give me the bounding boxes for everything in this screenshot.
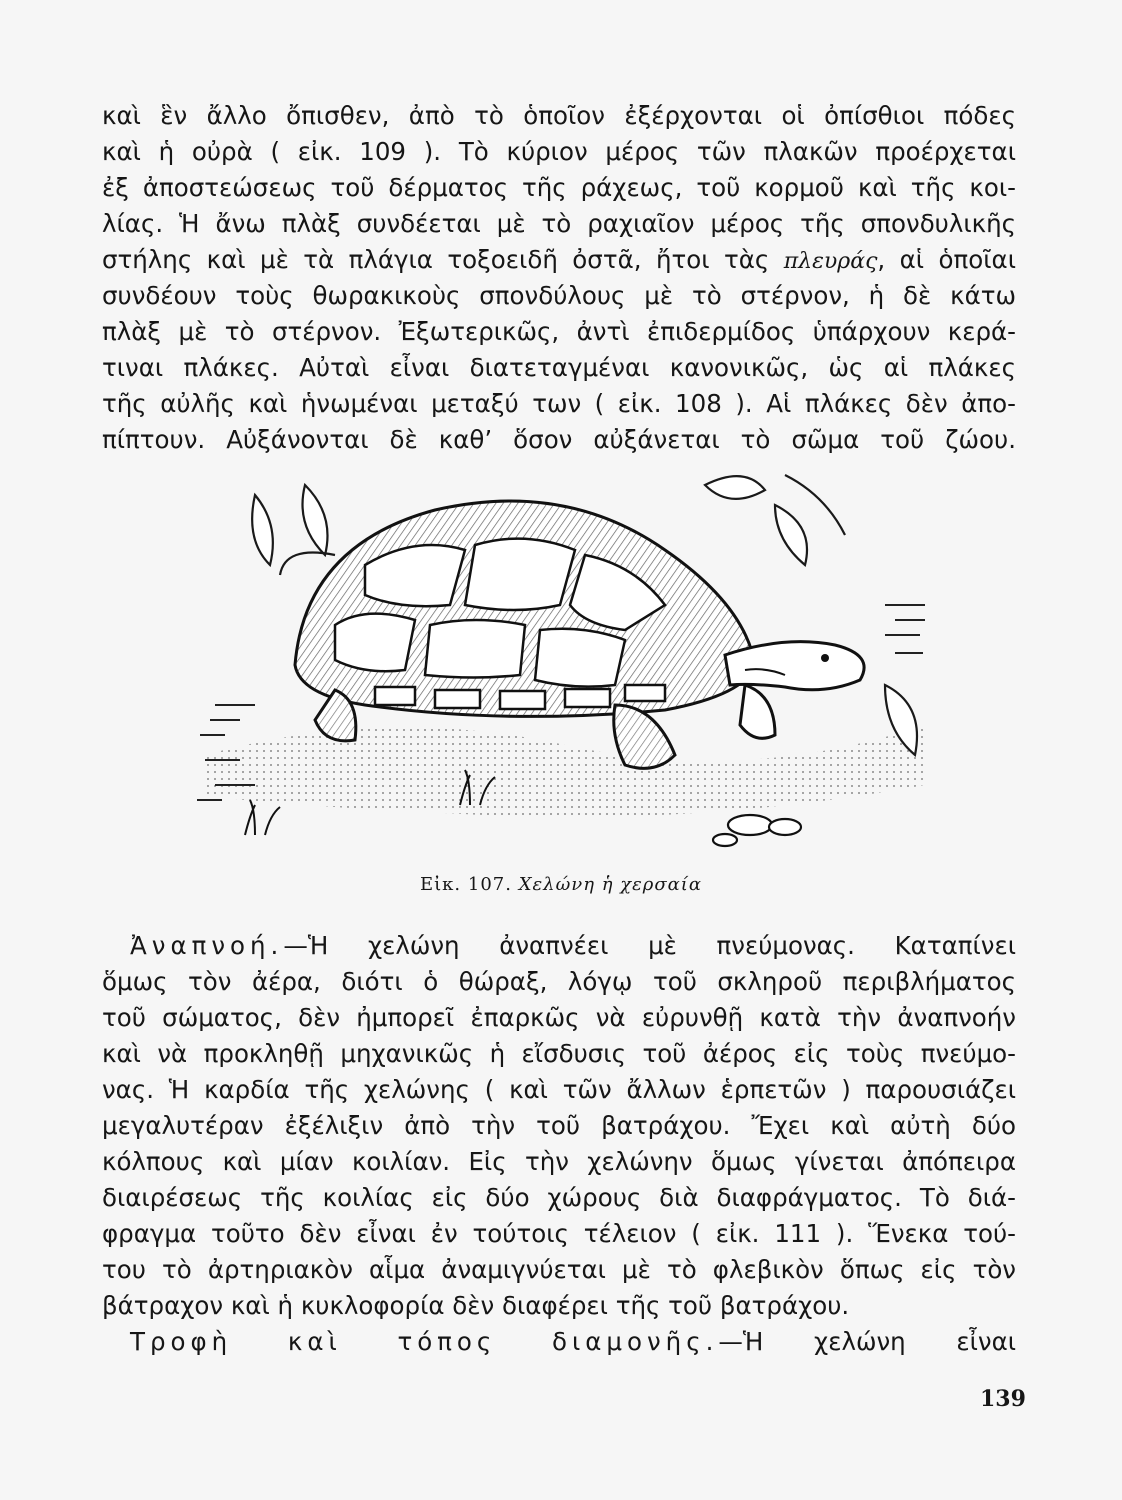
page-number: 139 [980,1386,1026,1412]
text-line: καὶ ἡ οὐρὰ ( εἰκ. 109 ). Τὸ κύριον μέρος τῶν πλακῶν προέρχεται [102,137,1016,166]
tortoise-icon [185,455,945,865]
tortoise-figure [185,455,945,865]
text-line: πλὰξ μὲ τὸ στέρνον. Ἐξωτερικῶς, ἀντὶ ἐπιδερμίδος ὑπάρχουν κερά- [102,317,1016,346]
text-line: τιναι πλάκες. Αὐταὶ εἶναι διατεταγμέναι κανονικῶς, ὡς αἱ πλάκες [102,353,1016,382]
text-line: φραγμα τοῦτο δὲν εἶναι ἐν τούτοις τέλειον ( εἰκ. 111 ). Ἕνεκα τού- [102,1219,1016,1248]
text-line: διαιρέσεως τῆς κοιλίας εἰς δύο χώρους διὰ διαφράγματος. Τὸ διά- [102,1183,1016,1212]
text-line [130,1326,1016,1358]
text-line: κόλπους καὶ μίαν κοιλίαν. Εἰς τὴν χελώνην ὅμως γίνεται ἀπόπειρα [102,1147,1016,1176]
text-line: ἐξ ἀποστεώσεως τοῦ δέρματος τῆς ράχεως, τοῦ κορμοῦ καὶ τῆς κοι- [102,173,1016,202]
text-segment: —Ἡ χελώνη εἶναι [718,1327,1017,1356]
caption-text: Χελώνη ἡ χερσαία [518,874,703,895]
text-line: τοῦ σώματος, δὲν ἠμπορεῖ ἐπαρκῶς νὰ εὐρυνθῇ κατὰ τὴν ἀναπνοήν [102,1003,1016,1032]
text-line: νας. Ἡ καρδία τῆς χελώνης ( καὶ τῶν ἄλλων ἑρπετῶν ) παρουσιάζει [102,1075,1016,1104]
text-line: καὶ ἓν ἄλλο ὄπισθεν, ἀπὸ τὸ ὁποῖον ἐξέρχονται οἱ ὀπίσθιοι πόδες [102,101,1016,130]
italic-term: πλευράς [783,249,878,274]
text-line: καὶ νὰ προκληθῇ μηχανικῶς ἡ εἴσδυσις τοῦ ἀέρος εἰς τοὺς πνεύμο- [102,1039,1016,1068]
text-segment: , αἱ ὁποῖαι [877,245,1016,274]
text-line: ὅμως τὸν ἀέρα, διότι ὁ θώραξ, λόγῳ τοῦ σκληροῦ περιβλήματος [102,967,1016,996]
text-line: τῆς αὐλῆς καὶ ἡνωμέναι μεταξύ των ( εἰκ. 108 ). Αἱ πλάκες δὲν ἀπο- [102,389,1016,418]
section-heading: Τροφὴ καὶ τόπος διαμονῆς. [130,1327,719,1356]
text-line: λίας. Ἡ ἄνω πλὰξ συνδέεται μὲ τὸ ραχιαῖον μέρος τῆς σπονδυλικῆς [102,209,1016,238]
text-line: μεγαλυτέραν ἐξέλιξιν ἀπὸ τὴν τοῦ βατράχου. Ἔχει καὶ αὐτὴ δύο [102,1111,1016,1140]
text-line: πίπτουν. Αὐξάνονται δὲ καθ’ ὅσον αὐξάνεται τὸ σῶμα τοῦ ζώου. [102,425,1016,454]
section-heading: Ἀναπνοή. [130,931,284,960]
text-line: του τὸ ἀρτηριακὸν αἷμα ἀναμιγνύεται μὲ τὸ φλεβικὸν ὅπως εἰς τὸν [102,1255,1016,1284]
caption-label: Εἰκ. 107. [419,874,512,895]
figure-caption [0,874,1122,895]
text-line [102,244,1016,278]
text-line [130,930,1016,962]
text-segment: στήλης καὶ μὲ τὰ πλάγια τοξοειδῆ ὀστᾶ, ἤτοι τὰς [102,245,770,274]
text-segment: —Ἡ χελώνη ἀναπνέει μὲ πνεύμονας. Καταπίνει [283,931,1016,960]
text-line: συνδέουν τοὺς θωρακικοὺς σπονδύλους μὲ τὸ στέρνον, ἡ δὲ κάτω [102,281,1016,310]
text-line: βάτραχον καὶ ἡ κυκλοφορία δὲν διαφέρει τῆς τοῦ βατράχου. [102,1291,850,1320]
